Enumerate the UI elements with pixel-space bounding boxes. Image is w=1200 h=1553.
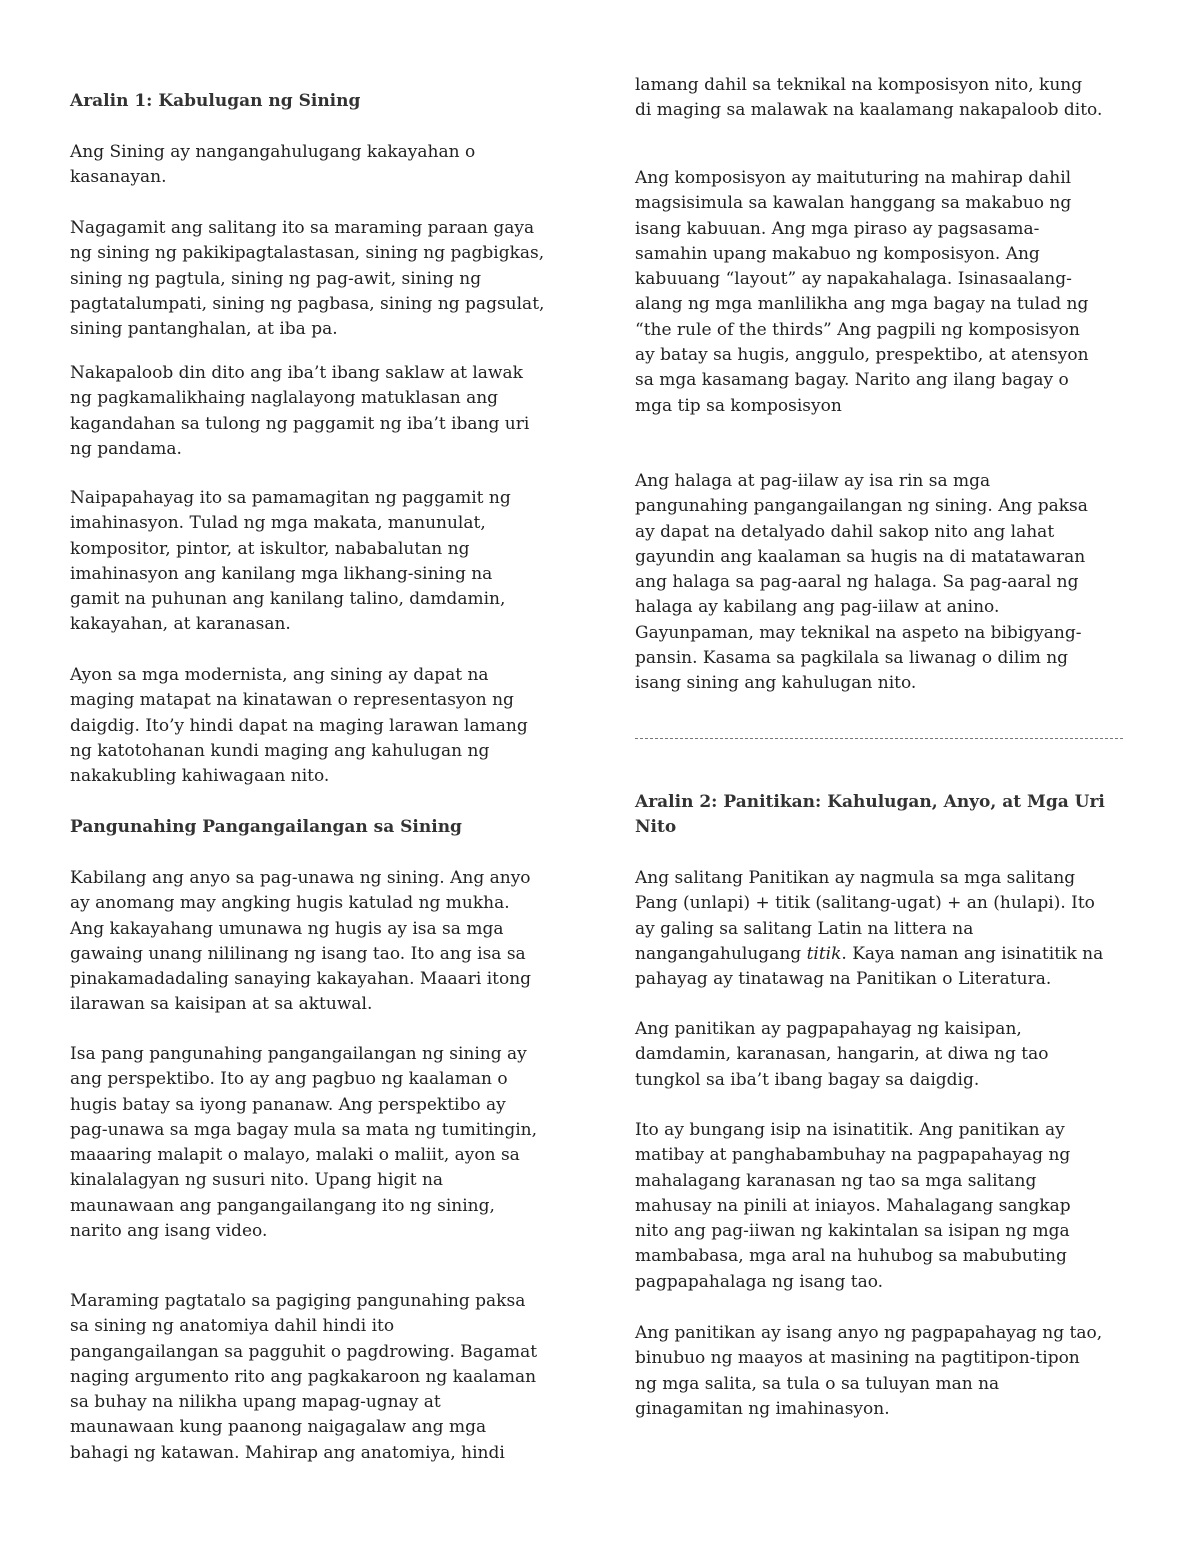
text-line: isang kabuuan. Ang mga piraso ay pagsasama- [635,218,1040,239]
text-line: sining pantanghalan, at iba pa. [70,319,338,340]
text-line: kakayahan, at karanasan. [70,614,291,635]
text-line: halaga ay kabilang ang pag-iilaw at anino. [635,597,1000,618]
text-line: pagpapahalaga ng isang tao. [635,1271,884,1292]
text-line: mga tip sa komposisyon [635,395,842,416]
paragraph [635,1118,1135,1295]
text-line: ay galing sa salitang Latin na littera na [635,918,974,939]
text-line: Kabilang ang anyo sa pag-unawa ng sining. Ang anyo [70,868,531,888]
text-line: binubuo ng maayos at masining na pagtitipon-tipon [635,1348,1080,1369]
paragraph [635,1321,1135,1422]
text-line: mahusay na pinili at iniayos. Mahalagang sangkap [635,1195,1071,1216]
text-line: lamang dahil sa teknikal na komposisyon nito, kung [635,75,1083,95]
text-line: Gayunpaman, may teknikal na aspeto na bibigyang- [635,622,1082,643]
text-line: mambabasa, mga aral na huhubog sa mabubuting [635,1246,1067,1267]
paragraph [635,73,1135,124]
text-line: ng pandama. [70,438,182,459]
text-line: Maraming pagtatalo sa pagiging pangunahing paksa [70,1291,526,1311]
text-line: mahalagang karanasan ng tao sa mga salitang [635,1170,1037,1191]
text-line: Nakapaloob din dito ang iba’t ibang saklaw at lawak [70,363,523,383]
text-line: bahagi ng katawan. Mahirap ang anatomiya, hindi [70,1442,505,1463]
text-line: kinalalagyan ng susuri nito. Upang higit na [70,1170,444,1191]
heading-line: Pangunahing Pangangailangan sa Sining [70,817,462,837]
paragraph [70,361,570,462]
text-line [635,942,1135,967]
text-line: sa mga kasamang bagay. Narito ang ilang bagay o [635,370,1069,391]
text-line: Ang panitikan ay isang anyo ng pagpapahayag ng tao, [635,1323,1103,1343]
paragraph [70,216,570,342]
text-line: ng sining ng pakikipagtalastasan, sining ng pagbigkas, [70,243,545,264]
text-line: ng katotohanan kundi maging ang kahulugan ng [70,740,490,761]
text-line: imahinasyon. Tulad ng mga makata, manunulat, [70,513,486,534]
text-line: daigdig. Ito’y hindi dapat na maging larawan lamang [70,715,528,736]
text-line: maunawaan kung paanong naigagalaw ang mga [70,1417,487,1438]
lesson-1-heading [70,89,570,114]
text-line: pangunahing pangangailangan ng sining. Ang paksa [635,496,1088,517]
text-line: ang perspektibo. Ito ay ang pagbuo ng kaalaman o [70,1069,508,1090]
text-line: kompositor, pintor, at iskultor, nababalutan ng [70,538,470,559]
text-line: matibay at panghabambuhay na pagpapahayag ng [635,1145,1071,1166]
text-line: di maging sa malawak na kaalamang nakapaloob dito. [635,100,1103,121]
text-line: gayundin ang kaalaman sa hugis na di matatawaran [635,546,1086,567]
paragraph [70,140,570,191]
text-line: Nagagamit ang salitang ito sa maraming paraan gaya [70,218,535,238]
paragraph [635,166,1135,419]
text-line: Naipapahayag ito sa pamamagitan ng paggamit ng [70,488,511,508]
heading-line: Aralin 2: Panitikan: Kahulugan, Anyo, at Mga Uri [635,792,1105,812]
text-line: ng pagkamalikhaing naglalayong matuklasan ang [70,388,499,409]
text-line: Isa pang pangunahing pangangailangan ng sining ay [70,1044,527,1064]
paragraph [70,486,570,638]
text-line: ang halaga sa pag-aaral ng halaga. Sa pag-aaral ng [635,572,1079,593]
paragraph [635,1017,1135,1093]
text-line: ng mga salita, sa tula o sa tuluyan man na [635,1373,1000,1394]
text-line: nito ang pag-iiwan ng kakintalan sa isipan ng mga [635,1221,1070,1242]
text-line: samahin upang makabuo ng komposisyon. Ang [635,243,1040,264]
text-line: maaaring malapit o malayo, malaki o maliit, ayon sa [70,1145,520,1166]
text-line: ay anomang may angking hugis katulad ng mukha. [70,893,510,914]
text-line: pinakamadadaling sanaying kakayahan. Maaari itong [70,969,532,990]
text-line: pangangailangan sa pagguhit o pagdrowing. Bagamat [70,1341,538,1362]
paragraph [70,1042,570,1244]
text-run: nangangahulugang [635,943,807,964]
text-line: imahinasyon ang kanilang mga likhang-sining na [70,563,493,584]
paragraph [635,866,1135,992]
paragraph [70,663,570,789]
text-line: Ayon sa mga modernista, ang sining ay dapat na [70,665,489,685]
text-line: ginagamitan ng imahinasyon. [635,1398,890,1419]
text-line: Ang panitikan ay pagpapahayag ng kaisipan, [635,1019,1022,1039]
text-line: Ang halaga at pag-iilaw ay isa rin sa mga [635,471,991,491]
text-line: Ang kakayahang umunawa ng hugis ay isa sa mga [70,918,504,939]
text-line: “the rule of the thirds” Ang pagpili ng komposisyon [635,319,1080,340]
text-line: sining ng pagtula, sining ng pag-awit, sining ng [70,268,482,289]
paragraph [70,866,570,1018]
paragraph [635,469,1135,697]
text-line: pahayag ay tinatawag na Panitikan o Literatura. [635,969,1052,990]
text-line: naging argumento rito ang pagkakaroon ng kaalaman [70,1366,537,1387]
lesson-2-heading [635,790,1135,841]
section-heading [70,815,570,840]
italic-term: titik [806,943,842,964]
text-line: isang sining ang kahulugan nito. [635,673,917,694]
text-line: gawaing unang nililinang ng isang tao. Ito ang isa sa [70,943,526,964]
text-line: Ang salitang Panitikan ay nagmula sa mga salitang [635,868,1076,888]
text-line: kabuuang “layout” ay napakahalaga. Isinasaalang- [635,269,1072,290]
heading-line: Aralin 1: Kabulugan ng Sining [70,91,361,111]
text-line: nakakubling kahiwagaan nito. [70,766,330,787]
text-line: pag-unawa sa mga bagay mula sa mata ng tumitingin, [70,1119,538,1140]
text-run: . Kaya naman ang isinatitik na [841,943,1104,964]
text-line: kagandahan sa tulong ng paggamit ng iba’t ibang uri [70,413,530,434]
text-line: damdamin, karanasan, hangarin, at diwa ng tao [635,1044,1049,1065]
text-line: ilarawan sa kaisipan at sa aktuwal. [70,994,373,1015]
text-line: alang ng mga manlilikha ang mga bagay na tulad ng [635,294,1089,315]
text-line: tungkol sa iba’t ibang bagay sa daigdig. [635,1069,980,1090]
text-line: hugis batay sa iyong pananaw. Ang perspektibo ay [70,1094,506,1115]
text-line: ay batay sa hugis, anggulo, prespektibo, at atensyon [635,345,1089,366]
text-line: pansin. Kasama sa pagkilala sa liwanag o dilim ng [635,648,1069,669]
text-line: sa buhay na nilikha upang mapag-ugnay at [70,1392,441,1413]
text-line: maging matapat na kinatawan o representasyon ng [70,690,514,711]
text-line: narito ang isang video. [70,1221,268,1242]
section-divider [635,738,1123,739]
text-line: ay dapat na detalyado dahil sakop nito ang lahat [635,521,1055,542]
text-line: kasanayan. [70,167,167,188]
text-line: Ang komposisyon ay maituturing na mahirap dahil [635,168,1072,188]
text-line: Ito ay bungang isip na isinatitik. Ang panitikan ay [635,1120,1065,1140]
text-line: maunawaan ang pangangailangang ito ng sining, [70,1195,495,1216]
text-line: pagtatalumpati, sining ng pagbasa, sining ng pagsulat, [70,293,545,314]
text-line: sa sining ng anatomiya dahil hindi ito [70,1316,395,1337]
text-line: gamit na puhunan ang kanilang talino, damdamin, [70,589,506,610]
paragraph [70,1289,570,1466]
text-line: Pang (unlapi) + titik (salitang-ugat) + an (hulapi). Ito [635,893,1095,914]
text-line: magsisimula sa kawalan hanggang sa makabuo ng [635,193,1072,214]
text-line: Ang Sining ay nangangahulugang kakayahan o [70,142,476,162]
heading-line: Nito [635,817,677,838]
